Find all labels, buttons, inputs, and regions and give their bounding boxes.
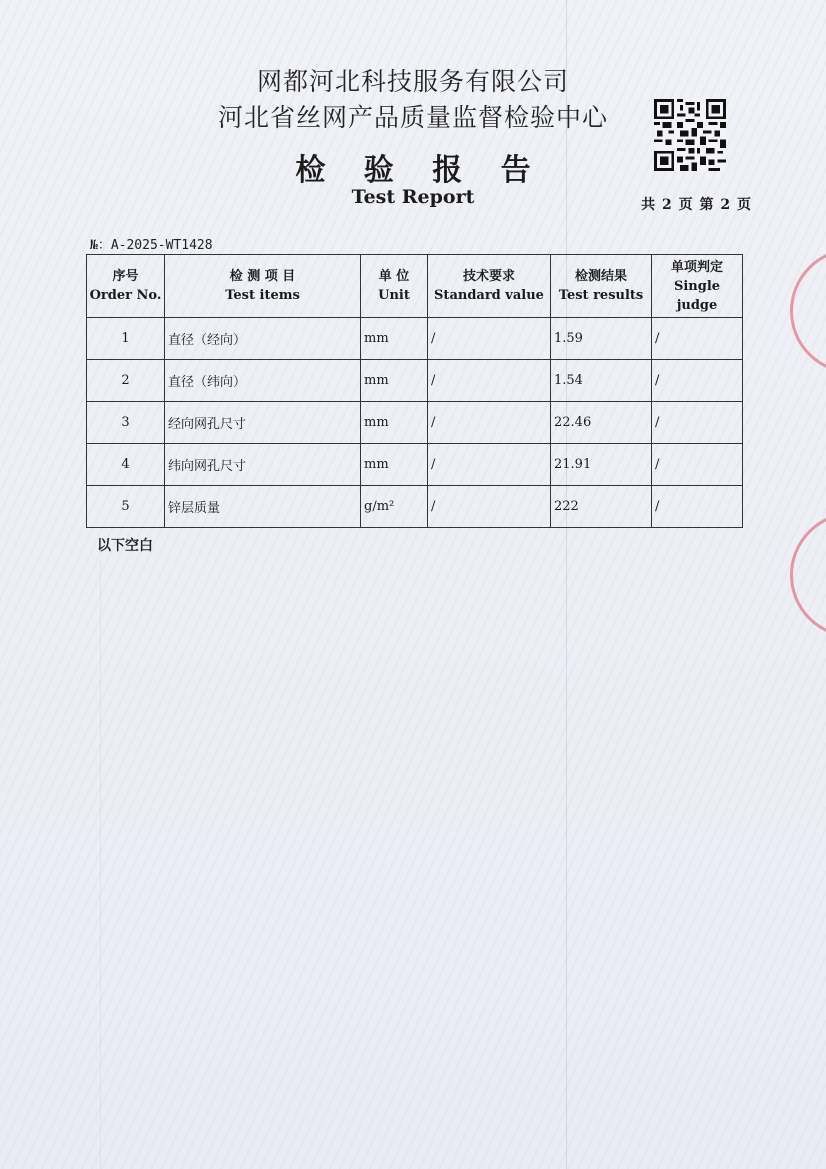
- qr-code-icon: [654, 99, 726, 171]
- inspection-center-name: 河北省丝网产品质量监督检验中心: [217, 103, 608, 132]
- cell-item: 直径（经向）: [165, 318, 361, 360]
- cell-unit: mm: [361, 360, 428, 402]
- header-unit: 单 位 Unit: [361, 255, 428, 318]
- cell-order: 2: [87, 360, 165, 402]
- cell-unit: mm: [361, 444, 428, 486]
- cell-result: 222: [551, 486, 652, 528]
- cell-standard: /: [428, 402, 551, 444]
- table-row: [87, 486, 743, 528]
- cell-result: 1.59: [551, 318, 652, 360]
- header-test-results: 检测结果 Test results: [551, 255, 652, 318]
- report-number: №：A-2025-WT1428: [90, 238, 213, 253]
- table-header-row: [87, 255, 743, 318]
- cell-standard: /: [428, 444, 551, 486]
- cell-order: 4: [87, 444, 165, 486]
- cell-judge: /: [652, 486, 743, 528]
- table-row: [87, 402, 743, 444]
- cell-item: 纬向网孔尺寸: [165, 444, 361, 486]
- cell-judge: /: [652, 402, 743, 444]
- cell-order: 1: [87, 318, 165, 360]
- cell-item: 经向网孔尺寸: [165, 402, 361, 444]
- cell-item: 锌层质量: [165, 486, 361, 528]
- paper-fold-line-secondary: [100, 560, 101, 1169]
- report-title-english: Test Report: [351, 186, 475, 208]
- header-test-items: 检 测 项 目 Test items: [165, 255, 361, 318]
- header-order-no: 序号 Order No.: [87, 255, 165, 318]
- header-standard-value: 技术要求 Standard value: [428, 255, 551, 318]
- table-row: [87, 444, 743, 486]
- cell-judge: /: [652, 444, 743, 486]
- cell-result: 21.91: [551, 444, 652, 486]
- cell-standard: /: [428, 486, 551, 528]
- end-of-content-note: 以下空白: [97, 538, 153, 554]
- cell-judge: /: [652, 360, 743, 402]
- table-row: [87, 360, 743, 402]
- page-counter: 共 2 页 第 2 页: [641, 197, 752, 213]
- table-row: [87, 318, 743, 360]
- red-seal-stamp: [790, 248, 826, 374]
- cell-unit: g/m²: [361, 486, 428, 528]
- cell-unit: mm: [361, 402, 428, 444]
- red-seal-stamp: [790, 512, 826, 638]
- test-results-table: [86, 254, 743, 528]
- cell-standard: /: [428, 318, 551, 360]
- report-title-chinese: 检 验 报 告: [295, 153, 545, 188]
- cell-order: 5: [87, 486, 165, 528]
- cell-result: 22.46: [551, 402, 652, 444]
- cell-unit: mm: [361, 318, 428, 360]
- organization-name: 网都河北科技服务有限公司: [256, 67, 569, 96]
- header-single-judge: 单项判定 Single judge: [652, 255, 743, 318]
- cell-standard: /: [428, 360, 551, 402]
- cell-item: 直径（纬向）: [165, 360, 361, 402]
- cell-judge: /: [652, 318, 743, 360]
- cell-result: 1.54: [551, 360, 652, 402]
- cell-order: 3: [87, 402, 165, 444]
